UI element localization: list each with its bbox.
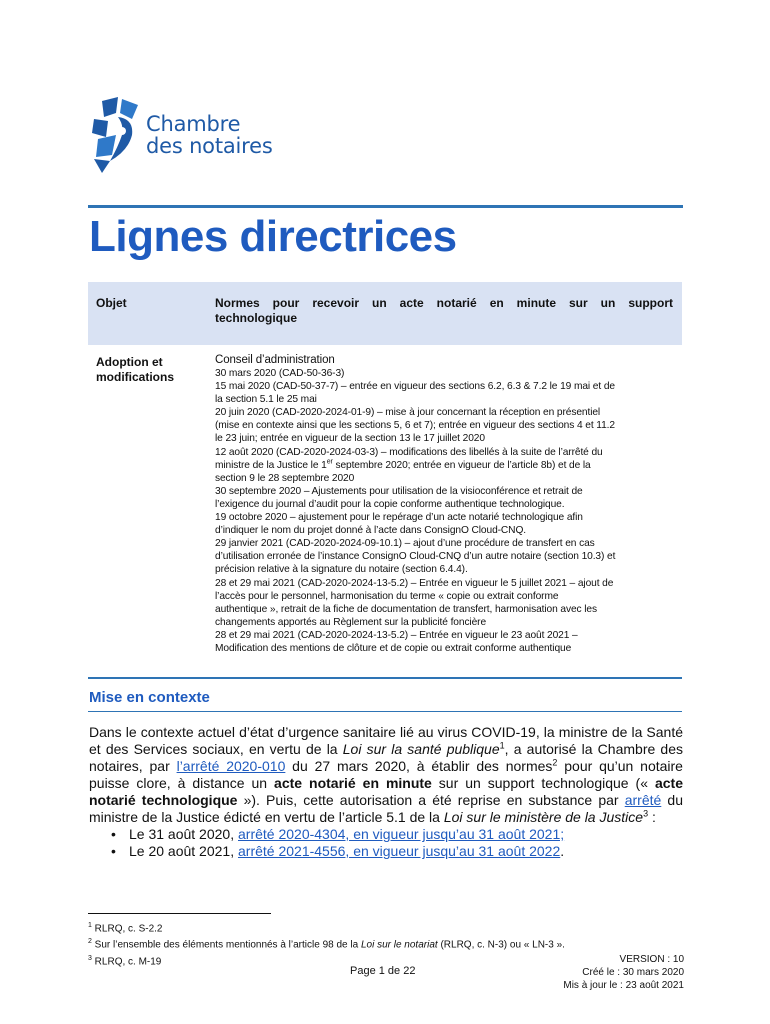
p1-text-a: Dans le contexte actuel d’état d’urgence sanitaire lié au virus COVID-19, la ministre de la Santé et des Services sociaux, en vertu de la — [89, 724, 683, 757]
footnote-divider — [88, 913, 271, 914]
p1-text-f: »). Puis, cette autorisation a été reprise en substance par — [237, 792, 625, 808]
history-line: ministre de la Justice le 1er septembre 2020; entrée en vigueur de l’article 8b) et de la — [215, 458, 591, 471]
p1-text-b: , a autorisé la Chambre des notaires, par — [89, 741, 683, 774]
footnote-2 — [88, 935, 565, 951]
law-name-sante: Loi sur la santé publique — [342, 741, 500, 757]
footnote-ref-1[interactable]: 1 — [499, 740, 505, 751]
logo — [88, 95, 288, 175]
p1-text-d: pour qu’un notaire puisse clore, à distance un — [89, 758, 683, 791]
arrete-2020-4304-link[interactable]: arrêté 2020-4304, en vigueur jusqu’au 31 août 2021; — [238, 826, 565, 842]
footnote-text: RLRQ, c. S-2.2 — [91, 923, 163, 935]
footnote-number: 2 — [88, 938, 92, 946]
footnotes — [88, 919, 565, 968]
objet-value — [215, 282, 673, 345]
footnote-text: (RLRQ, c. N-3) ou « LN-3 ». — [437, 939, 565, 951]
history-line: le 23 juin; entrée en vigueur de la section 13 le 17 juillet 2020 — [215, 433, 485, 445]
adoption-lead: Conseil d’administration — [215, 354, 335, 366]
footnote-ref-3[interactable]: 3 — [643, 808, 649, 819]
history-lines — [215, 367, 677, 655]
history-line: 28 et 29 mai 2021 (CAD-2020-2024-13-5.2) – Entrée en vigueur le 23 août 2021 – — [215, 629, 578, 641]
arrete-2021-4556-link[interactable]: arrêté 2021-4556, en vigueur jusqu’au 31 août 2022 — [238, 843, 561, 859]
objet-value-line-2: technologique — [215, 311, 297, 325]
footnote-text: Sur l’ensemble des éléments mentionnés à l’article 98 de la — [91, 939, 361, 951]
version-block — [563, 953, 684, 992]
list-item — [112, 843, 564, 860]
history-line: (mise en contexte ainsi que les sections 5, 6 et 7); entrée en vigueur des sections 4 et 11.2 — [215, 420, 615, 432]
objet-row — [88, 282, 682, 345]
history-line: la section 5.1 le 25 mai — [215, 394, 317, 406]
page-number: Page 1 de 22 — [350, 965, 416, 977]
footnote-ref-2[interactable]: 2 — [552, 757, 558, 768]
arrete-2020-010-link[interactable]: l’arrêté 2020-010 — [176, 758, 286, 774]
list-item — [112, 826, 564, 843]
updated-date: Mis à jour le : 23 août 2021 — [563, 980, 684, 991]
objet-label: Objet — [96, 296, 127, 310]
version-label: VERSION : 10 — [619, 954, 684, 965]
adoption-label-line-2: modifications — [96, 370, 175, 384]
history-line: l’accès pour le personnel, harmonisation du terme « copie ou extrait conforme — [215, 590, 559, 602]
p1-text-e: sur un support technologique (« — [431, 775, 655, 791]
meta-table — [88, 282, 682, 655]
section-divider — [88, 711, 682, 712]
history-line: 12 août 2020 (CAD-2020-2024-03-3) – modifications des libellés à la suite de l’arrêté du — [215, 446, 603, 458]
p1-text-g: du ministre de la Justice édicté en vertu de l’article 5.1 de la — [89, 792, 683, 825]
bullet-suffix: . — [560, 843, 565, 859]
history-line: authentique », retrait de la fiche de documentation de transfert, harmonisation avec les — [215, 603, 597, 615]
history-line: d’indiquer le nom du projet donné à l’acte dans ConsignO Cloud-CNQ. — [215, 525, 526, 537]
history-line: l’exigence du journal d’audit pour la copie conforme authentique technologique. — [215, 498, 565, 510]
history-line: 30 mars 2020 (CAD-50-36-3) — [215, 368, 345, 379]
p1-text-h: : — [648, 809, 656, 825]
history-line: changements apportés au Règlement sur la publicité foncière — [215, 616, 487, 628]
adoption-label-line-1: Adoption et — [96, 355, 163, 369]
footnote-law: Loi sur le notariat — [360, 939, 438, 951]
footnote-text: RLRQ, c. M-19 — [91, 955, 162, 967]
footnote-3 — [88, 952, 565, 968]
history-line: 19 octobre 2020 – ajustement pour le repérage d’un acte notarié technologique afin — [215, 512, 583, 524]
footnote-number: 1 — [88, 922, 92, 929]
created-date: Créé le : 30 mars 2020 — [582, 967, 684, 978]
logo-line-2: des notaires — [146, 134, 273, 158]
law-name-justice: Loi sur le ministère de la Justice — [443, 809, 644, 825]
p1-text-c: du 27 mars 2020, à établir des normes — [285, 758, 553, 774]
history-line: précision relative à la signature du notaire (section 6.4.4). — [215, 564, 468, 576]
context-paragraph — [89, 724, 683, 826]
bullet-prefix: Le 20 août 2021, — [129, 843, 238, 859]
arrete-link[interactable]: arrêté — [624, 792, 662, 808]
footnote-1 — [88, 919, 565, 935]
history-line: d’utilisation erronée de l’instance ConsignO Cloud-CNQ d’un autre notaire (section 10.3) et — [215, 551, 616, 563]
history-line: 15 mai 2020 (CAD-50-37-7) – entrée en vigueur des sections 6.2, 6.3 & 7.2 le 19 mai et de — [215, 381, 615, 393]
history-line: 29 janvier 2021 (CAD-2020-2024-09-10.1) – ajout d’une procédure de transfert en cas — [215, 538, 595, 550]
objet-value-line-1: Normes pour recevoir un acte notarié en minute sur un support — [215, 296, 673, 310]
page-title: Lignes directrices — [89, 212, 457, 261]
term-acte-technologique: acte notarié technologique — [89, 775, 683, 808]
history-line: 30 septembre 2020 – Ajustements pour utilisation de la visioconférence et retrait de — [215, 485, 583, 497]
footnote-number: 3 — [88, 954, 92, 962]
term-acte-minute: acte notarié en minute — [274, 775, 432, 791]
adoption-history — [215, 353, 677, 655]
logo-line-1: Chambre — [146, 112, 241, 136]
history-line: 20 juin 2020 (CAD-2020-2024-01-9) – mise à jour concernant la réception en présentiel — [215, 407, 601, 419]
adoption-row — [88, 345, 682, 655]
section-title: Mise en contexte — [89, 689, 210, 706]
adoption-label — [88, 353, 215, 655]
history-line: 28 et 29 mai 2021 (CAD-2020-2024-13-5.2) – Entrée en vigueur le 5 juillet 2021 – ajout de — [215, 577, 614, 589]
logo-text — [146, 113, 273, 157]
arrete-list — [112, 826, 564, 860]
table-bottom-divider — [88, 677, 682, 679]
history-line: Modification des mentions de clôture et de copie ou extrait conforme authentique — [215, 642, 572, 654]
history-line: section 9 le 28 septembre 2020 — [215, 472, 355, 484]
bullet-prefix: Le 31 août 2020, — [129, 826, 238, 842]
top-divider — [88, 205, 683, 208]
quill-emblem-icon — [88, 95, 144, 175]
